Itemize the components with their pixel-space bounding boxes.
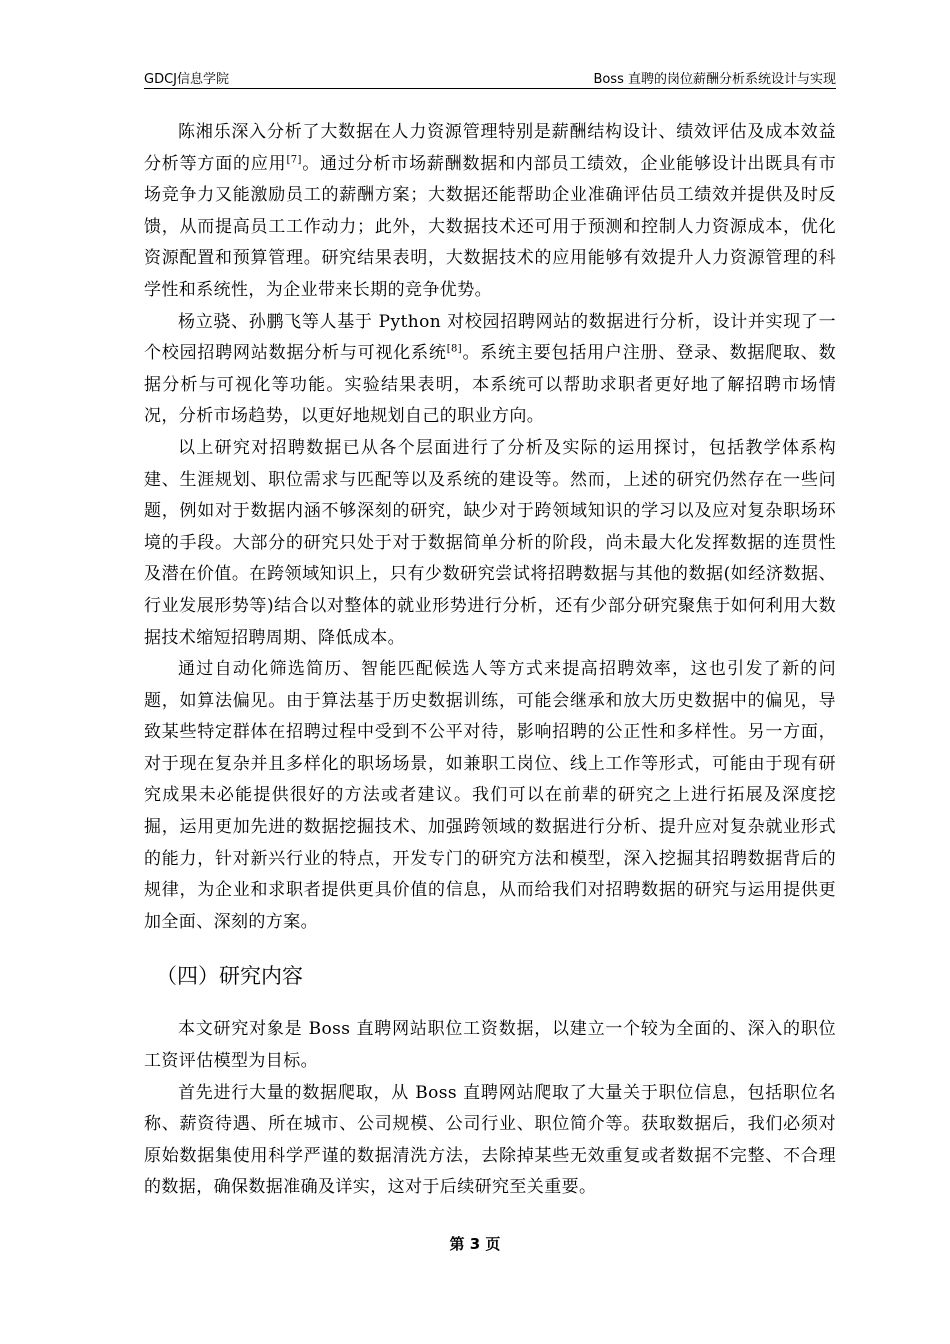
paragraph-research-object: 本文研究对象是 Boss 直聘网站职位工资数据，以建立一个较为全面的、深入的职位工资评估模型为目标。 (144, 1019, 836, 1072)
paragraph-text: 杨立骁、孙鹏飞等人基于 Python 对校园招聘网站的数据进行分析，设计并实现了一个校园招聘网站数据分析与可视化系统 (144, 311, 836, 364)
header-institution: GDCJ信息学院 (144, 72, 229, 87)
paragraph-problems-outlook: 通过自动化筛选简历、智能匹配候选人等方式来提高招聘效率，这也引发了新的问题，如算法偏见。由于算法基于历史数据训练，可能会继承和放大历史数据中的偏见，导致某些特定群体在招聘过程中受到不公平对待，影响招聘的公正性和多样性。另一方面，对于现在复杂并且多样化的职场场景，如兼职工岗位、线上工作等形式，可能由于现有研究成果未必能提供很好的方法或者建议。我们可以在前辈的研究之上进行拓展及深度挖掘，运用更加先进的数据挖掘技术、加强跨领域的数据进行分析、提升应对复杂就业形式的能力，针对新兴行业的特点，开发专门的研究方法和模型，深入挖掘其招聘数据背后的规律，为企业和求职者提供更具价值的信息，从而给我们对招聘数据的研究与运用提供更加全面、深刻的方案。 (144, 659, 836, 932)
header-divider (144, 88, 836, 89)
paragraph-yang-lixiao (144, 307, 836, 433)
section-heading-research-content: （四）研究内容 (156, 964, 303, 989)
paragraph-text: 。系统主要包括用户注册、登录、数据爬取、数据分析与可视化等功能。实验结果表明，本系统可以帮助求职者更好地了解招聘市场情况，分析市场趋势，以更好地规划自己的职业方向。 (144, 343, 836, 427)
header-thesis-title: Boss 直聘的岗位薪酬分析系统设计与实现 (593, 72, 836, 87)
paragraph-data-crawling: 首先进行大量的数据爬取，从 Boss 直聘网站爬取了大量关于职位信息，包括职位名称、薪资待遇、所在城市、公司规模、公司行业、职位简介等。获取数据后，我们必须对原始数据集使用科学严谨的数据清洗方法，去除掉某些无效重复或者数据不完整、不合理的数据，确保数据准确及详实，这对于后续研究至关重要。 (144, 1082, 836, 1198)
paragraph-chen-xiangle (144, 117, 836, 307)
citation-ref: [7] (286, 153, 302, 165)
page-number: 第 3 页 (449, 1235, 501, 1253)
page-body (144, 117, 836, 1204)
paragraph-text: 。通过分析市场薪酬数据和内部员工绩效，企业能够设计出既具有市场竞争力又能激励员工的薪酬方案；大数据还能帮助企业准确评估员工绩效并提供及时反馈，从而提高员工工作动力；此外，大数据技术还可用于预测和控制人力资源成本，优化资源配置和预算管理。研究结果表明，大数据技术的应用能够有效提升人力资源管理的科学性和系统性，为企业带来长期的竞争优势。 (144, 153, 837, 300)
running-header (144, 64, 836, 88)
citation-ref: [8] (446, 343, 463, 355)
paragraph-research-summary: 以上研究对招聘数据已从各个层面进行了分析及实际的运用探讨，包括教学体系构建、生涯规划、职位需求与匹配等以及系统的建设等。然而，上述的研究仍然存在一些问题，例如对于数据内涵不够深刻的研究，缺少对于跨领域知识的学习以及应对复杂职场环境的手段。大部分的研究只处于对于数据简单分析的阶段，尚未最大化发挥数据的连贯性及潜在价值。在跨领域知识上，只有少数研究尝试将招聘数据与其他的数据(如经济数据、行业发展形势等)结合以对整体的就业形势进行分析，还有少部分研究聚焦于如何利用大数据技术缩短招聘周期、降低成本。 (144, 437, 836, 648)
paragraph-text: 陈湘乐深入分析了大数据在人力资源管理特别是薪酬结构设计、绩效评估及成本效益分析等方面的应用 (144, 122, 836, 174)
